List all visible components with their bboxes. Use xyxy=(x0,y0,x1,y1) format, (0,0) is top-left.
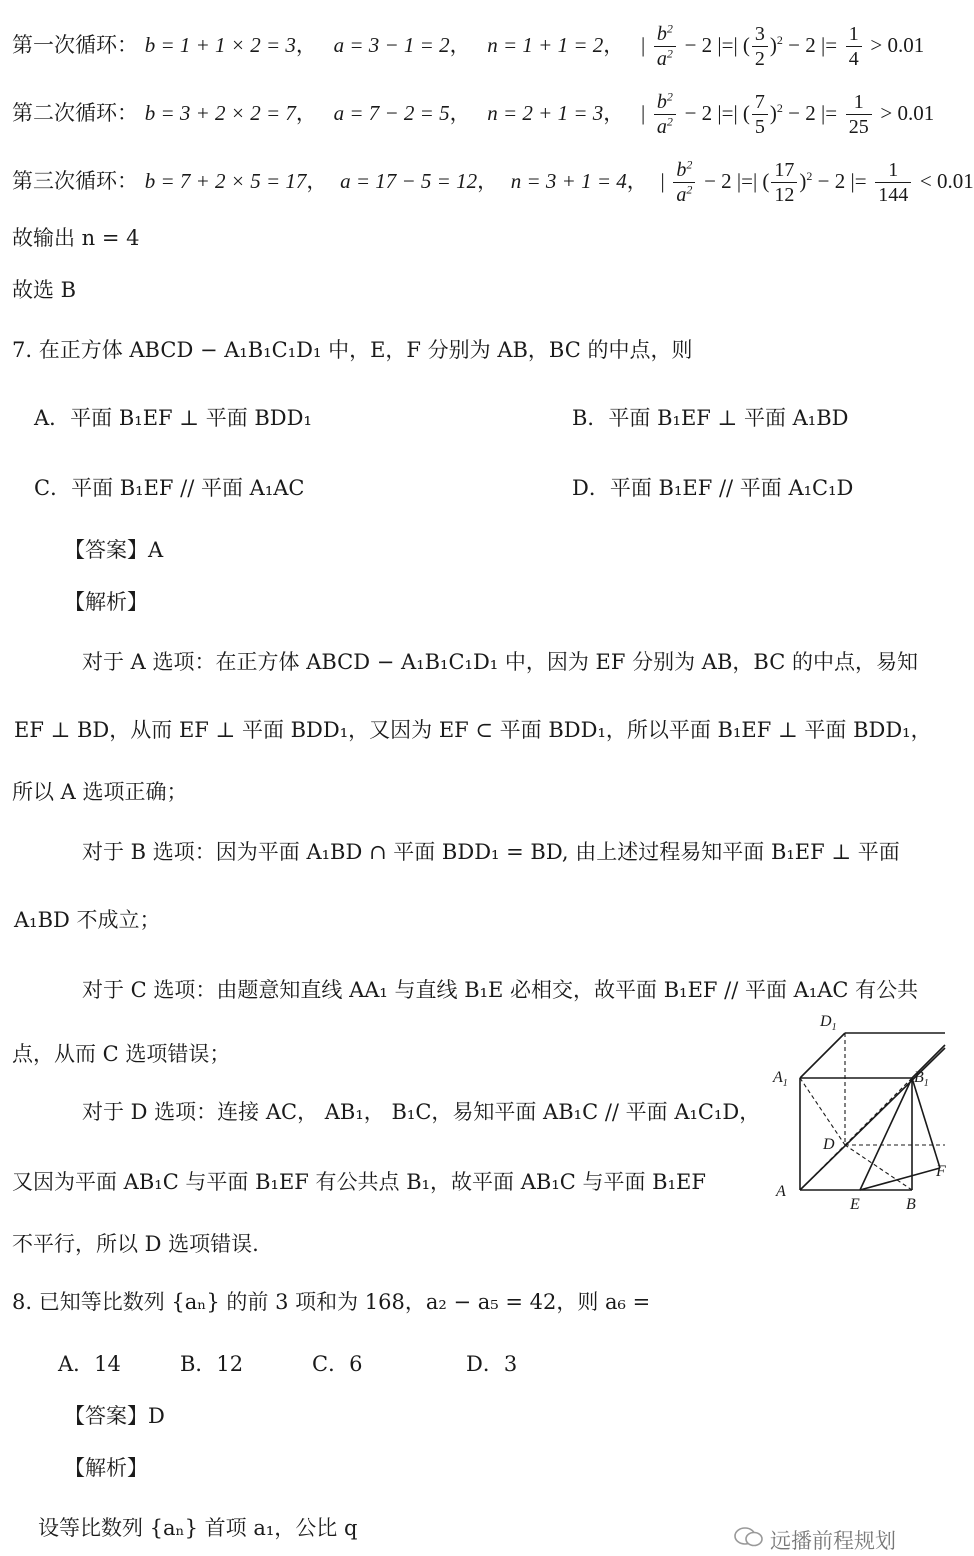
q7-para-c-1: 对于 C 选项：由题意知直线 AA₁ 与直线 B₁E 必相交，故平面 B₁EF // 平面 A₁AC 有公共 xyxy=(82,978,919,1002)
q7-para-b-2: A₁BD 不成立； xyxy=(14,908,161,932)
ratio-fraction: $\frac{b^2}{a^2}$ xyxy=(673,158,695,207)
compare: > 0.01 xyxy=(870,33,925,57)
line-b1-e xyxy=(860,1078,912,1190)
q7-para-c-2: 点，从而 C 选项错误； xyxy=(12,1042,231,1066)
line-e-f xyxy=(860,1168,940,1190)
value-fraction: $\frac{7}{5}$ xyxy=(752,90,768,139)
q7-para-b-1: 对于 B 选项：因为平面 A₁BD ∩ 平面 BDD₁ = BD, 由上述过程易知平面 B₁EF ⊥ 平面 xyxy=(82,840,900,864)
label-e: E xyxy=(850,1196,860,1213)
choose-line: 故选 B xyxy=(12,278,77,302)
result-fraction: $\frac{1}{25}$ xyxy=(846,90,872,139)
loop-label: 第三次循环： xyxy=(12,169,138,193)
q7-para-a-2: EF ⊥ BD，从而 EF ⊥ 平面 BDD₁，又因为 EF ⊂ 平面 BDD₁，所以平面 B₁EF ⊥ 平面 BDD₁， xyxy=(14,718,932,742)
hidden-b1-d xyxy=(845,1078,912,1145)
watermark xyxy=(734,1525,896,1555)
label-d1: $D_1$ xyxy=(820,1013,837,1033)
output-line: 故输出 n = 4 xyxy=(12,226,140,250)
label-a: A xyxy=(776,1183,786,1200)
b-calc: b = 1 + 1 × 2 = 3 xyxy=(144,33,296,57)
n-calc: n = 2 + 1 = 3 xyxy=(487,101,604,125)
q7-stem: 7. 在正方体 ABCD − A₁B₁C₁D₁ 中，E，F 分别为 AB，BC 的中点，则 xyxy=(12,338,693,362)
q8-option-b: B．12 xyxy=(180,1352,244,1376)
wechat-icon xyxy=(734,1526,764,1553)
q7-answer: 【答案】A xyxy=(64,538,164,562)
q7-option-a: A．平面 B₁EF ⊥ 平面 BDD₁ xyxy=(34,406,312,430)
q8-stem: 8. 已知等比数列 {aₙ} 的前 3 项和为 168，a₂ − a₅ = 42，则 a₆ = xyxy=(12,1290,651,1314)
q7-option-b: B．平面 B₁EF ⊥ 平面 A₁BD xyxy=(572,406,849,430)
watermark-text: 远播前程规划 xyxy=(770,1529,896,1553)
loop-line-3: 第三次循环： b = 7 + 2 × 5 = 17， a = 17 − 5 = 12， n = 3 + 1 = 4， | $\frac{b^2}{a^2}$ − 2 |=| ( $\frac{17}{12}$ )$^2$ − 2 |= $\frac{1}{144}$ < 0.01 xyxy=(12,157,974,206)
q8-analysis-heading: 【解析】 xyxy=(64,1456,148,1480)
label-a1: $A_1$ xyxy=(773,1069,788,1089)
q8-option-c: C．6 xyxy=(312,1352,363,1376)
line-b1-f xyxy=(912,1078,940,1168)
value-fraction: $\frac{3}{2}$ xyxy=(752,22,768,71)
loop-line-1: 第一次循环： b = 1 + 1 × 2 = 3， a = 3 − 1 = 2， n = 1 + 1 = 2， | $\frac{b^2}{a^2}$ − 2 |=| ( $\frac{3}{2}$ )$^2$ − 2 |= $\frac{1}{4}$ > 0.01 xyxy=(12,21,925,70)
compare: < 0.01 xyxy=(919,169,974,193)
b-calc: b = 3 + 2 × 2 = 7 xyxy=(144,101,296,125)
result-fraction: $\frac{1}{4}$ xyxy=(846,22,862,71)
q8-option-a: A．14 xyxy=(58,1352,121,1376)
loop-label: 第一次循环： xyxy=(12,33,138,57)
a-calc: a = 7 − 2 = 5 xyxy=(333,101,450,125)
q7-para-d-2: 又因为平面 AB₁C 与平面 B₁EF 有公共点 B₁，故平面 AB₁C 与平面 B₁EF xyxy=(12,1170,706,1194)
hidden-a1-d xyxy=(800,1078,845,1145)
q7-para-a-1: 对于 A 选项：在正方体 ABCD − A₁B₁C₁D₁ 中，因为 EF 分别为 AB，BC 的中点，易知 xyxy=(82,650,918,674)
q7-option-c: C．平面 B₁EF // 平面 A₁AC xyxy=(34,476,305,500)
b-calc: b = 7 + 2 × 5 = 17 xyxy=(144,169,307,193)
a-calc: a = 17 − 5 = 12 xyxy=(340,169,478,193)
q7-option-d: D．平面 B₁EF // 平面 A₁C₁D xyxy=(572,476,854,500)
label-b1: $B_1$ xyxy=(914,1069,929,1089)
label-b: B xyxy=(906,1196,916,1213)
q8-answer: 【答案】D xyxy=(64,1404,165,1428)
q7-para-d-3: 不平行，所以 D 选项错误. xyxy=(12,1232,259,1256)
loop-label: 第二次循环： xyxy=(12,101,138,125)
a-calc: a = 3 − 1 = 2 xyxy=(333,33,450,57)
n-calc: n = 1 + 1 = 2 xyxy=(487,33,604,57)
ratio-fraction: $\frac{b^2}{a^2}$ xyxy=(654,90,676,139)
q7-analysis-heading: 【解析】 xyxy=(64,590,148,614)
q8-option-d: D．3 xyxy=(466,1352,518,1376)
edge-a1-d1 xyxy=(800,1033,845,1078)
value-fraction: $\frac{17}{12}$ xyxy=(771,158,797,207)
loop-line-2: 第二次循环： b = 3 + 2 × 2 = 7， a = 7 − 2 = 5， n = 2 + 1 = 3， | $\frac{b^2}{a^2}$ − 2 |=| ( $\frac{7}{5}$ )$^2$ − 2 |= $\frac{1}{25}$ > 0.01 xyxy=(12,89,935,138)
compare: > 0.01 xyxy=(880,101,935,125)
q7-para-a-3: 所以 A 选项正确； xyxy=(12,780,188,804)
label-d: D xyxy=(823,1136,835,1153)
label-f: F xyxy=(936,1163,946,1180)
ratio-fraction: $\frac{b^2}{a^2}$ xyxy=(654,22,676,71)
cube-figure xyxy=(770,1008,945,1218)
q8-para-1: 设等比数列 {aₙ} 首项 a₁，公比 q xyxy=(38,1516,358,1540)
n-calc: n = 3 + 1 = 4 xyxy=(510,169,627,193)
q7-para-d-1: 对于 D 选项：连接 AC， AB₁， B₁C，易知平面 AB₁C // 平面 A₁C₁D， xyxy=(82,1100,761,1124)
result-fraction: $\frac{1}{144}$ xyxy=(875,158,911,207)
